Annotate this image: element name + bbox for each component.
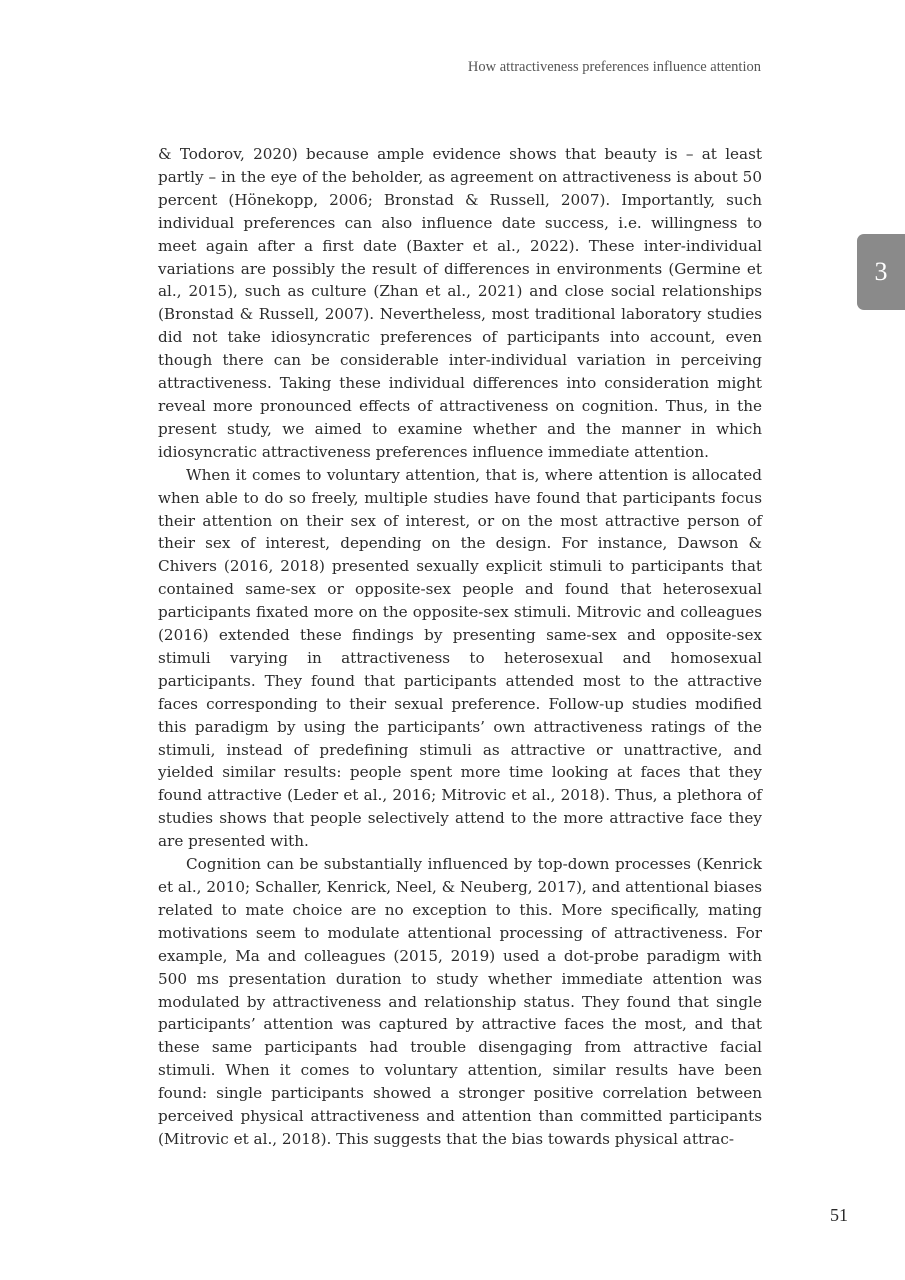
paragraph-2: When it comes to voluntary attention, that is, where attention is allocated when able to do so freely, multiple studies have found that participants focus their attention on their sex of interest, or on the most attractive person of their sex of interest, depending on the design. For instance, Dawson & Chivers (2016, 2018) presented sexually explicit stimuli to participants that contained same-sex or opposite-sex people and found that heterosexual participants fixated more on the opposite-sex stimuli. Mitrovic and colleagues (2016) extended these findings by presenting same-sex and opposite-sex stimuli varying in attractiveness to heterosexual and homosexual participants. They found that participants attended most to the attractive faces corresponding to their sexual preference. Follow-up studies modified this paradigm by using the participants’ own attractiveness ratings of the stimuli, instead of predefining stimuli as attractive or unattractive, and yielded similar results: people spent more time looking at faces that they found attractive (Leder et al., 2016; Mitrovic et al., 2018). Thus, a plethora of studies shows that people selectively attend to the more attractive face they are presented with. xyxy=(158,465,762,851)
chapter-tab: 3 xyxy=(857,234,905,310)
page-number: 51 xyxy=(830,1205,848,1225)
body-text xyxy=(158,143,762,1151)
paragraph-3: Cognition can be substantially influenced by top-down processes (Kenrick et al., 2010; Schaller, Kenrick, Neel, & Neuberg, 2017), and attentional biases related to mate choice are no exception to this. More specifically, mating motivations seem to modulate attentional processing of attractiveness. For example, Ma and colleagues (2015, 2019) used a dot-probe paradigm with 500 ms presentation duration to study whether immediate attention was modulated by attractiveness and relationship status. They found that single participants’ attention was captured by attractive faces the most, and that these same participants had trouble disengaging from attractive facial stimuli. When it comes to voluntary attention, similar results have been found: single participants showed a stronger positive correlation between perceived physical attractiveness and attention than committed participants (Mitrovic et al., 2018). This suggests that the bias towards physical attrac- xyxy=(158,855,762,1148)
running-header: How attractiveness preferences influence attention xyxy=(467,59,761,75)
paragraph-1: & Todorov, 2020) because ample evidence shows that beauty is – at least partly – in the eye of the beholder, as agreement on attractiveness is about 50 percent (Hönekopp, 2006; Bronstad & Russell, 2007). Importantly, such individual preferences can also influence date success, i.e. willingness to meet again after a first date (Baxter et al., 2022). These inter-individual variations are possibly the result of differences in environments (Germine et al., 2015), such as culture (Zhan et al., 2021) and close social relationships (Bronstad & Russell, 2007). Nevertheless, most traditional laboratory studies did not take idiosyncratic preferences of participants into account, even though there can be considerable inter-individual variation in perceiving attractiveness. Taking these individual differences into consideration might reveal more pronounced effects of attractiveness on cognition. Thus, in the present study, we aimed to examine whether and the manner in which idiosyncratic attractiveness preferences influence immediate attention. xyxy=(158,145,762,461)
